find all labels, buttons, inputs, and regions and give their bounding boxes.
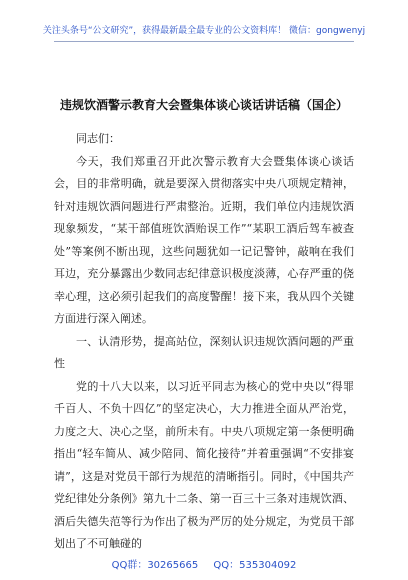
- header-divider: [54, 41, 354, 42]
- header-notice: 关注头条号“公文研究”，获得最新最全最专业的公文资料库！ 微信：gongwenyj: [42, 26, 366, 36]
- qq-number: QQ：535304092: [213, 560, 297, 571]
- greeting: 同志们：: [76, 132, 120, 145]
- document-body: [54, 128, 354, 556]
- footer-contact: [0, 556, 408, 571]
- qq-group: QQ群：30265665: [111, 560, 199, 571]
- paragraph-section-1: 党的十八大以来，以习近平同志为核心的党中央以“得罪千百人、不负十四亿”的坚定决心，大力推进全面从严治党，力度之大、决心之坚，前所未有。中央八项规定第一条便明确指出“轻车简从、减少陪同、简化接待”并着重强调“不安排宴请”，这是对党员干部行为规范的清晰指引。同时，《中国共产党纪律处分条例》第九十二条、第一百三十三条对违规饮酒、酒后失德失范等行为作出了极为严厉的处分规定，为党员干部划出了不可触碰的: [54, 379, 354, 550]
- section-heading-1: 一、认清形势，提高站位，深刻认识违规饮酒问题的严重性: [54, 334, 354, 370]
- paragraph-intro: 今天，我们郑重召开此次警示教育大会暨集体谈心谈话会，目的非常明确，就是要深入贯彻落实中央八项规定精神，针对违规饮酒问题进行严肃整治。近期，我们单位内违规饮酒现象频发，“某干部值班饮酒贻误工作”“某职工酒后驾车被查处”等案例不断出现，这些问题犹如一记记警钟，敲响在我们耳边，充分暴露出少数同志纪律意识极度淡薄，心存严重的侥幸心理，这必须引起我们的高度警醒！接下来，我从四个关键方面进行深入阐述。: [54, 154, 354, 325]
- document-title: 违规饮酒警示教育大会暨集体谈心谈话讲话稿（国企）: [59, 98, 348, 112]
